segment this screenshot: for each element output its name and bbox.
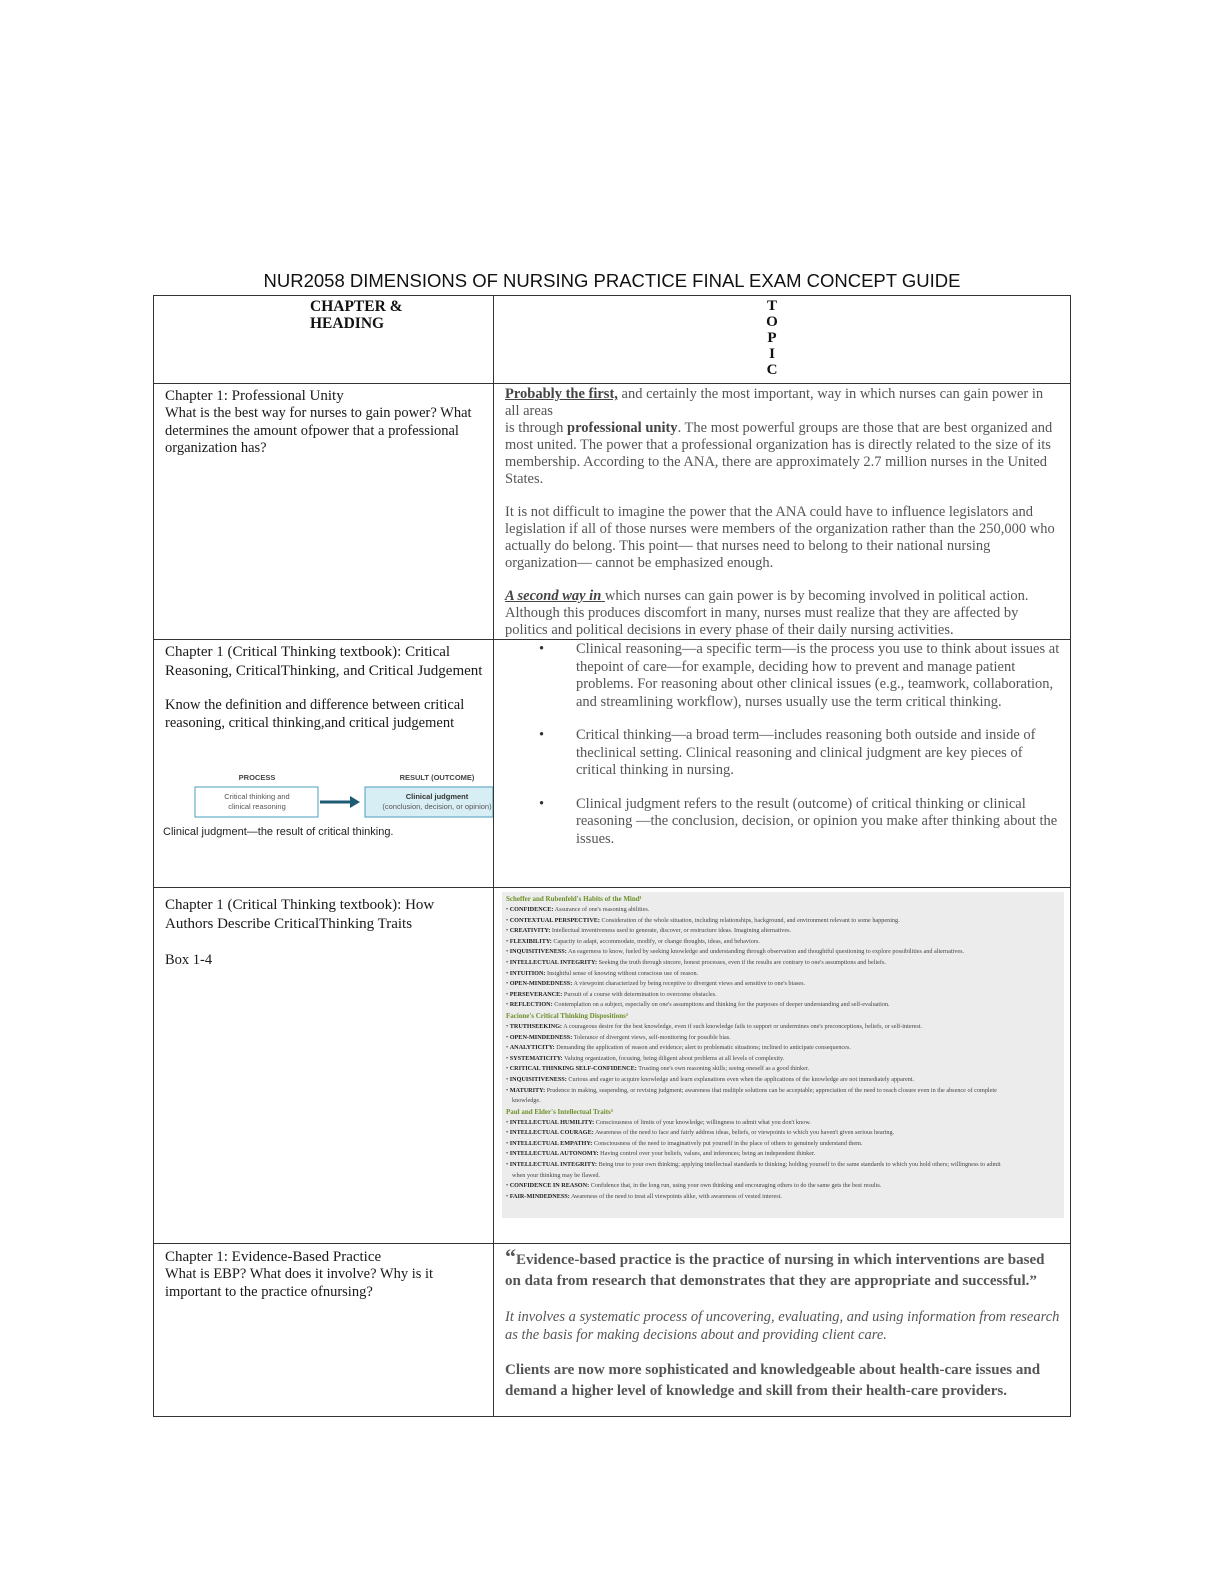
trait-item	[506, 1171, 1060, 1182]
list-item	[505, 641, 1060, 711]
trait-desc: Prudence in making, suspending, or revising judgment; awareness that multiple solutions can be acceptable; appreciation of the need to reach closure even in the absence of complete	[545, 1086, 997, 1094]
spacer	[505, 488, 1060, 504]
topic-paragraph-3	[505, 588, 1060, 639]
concept-guide-table	[153, 295, 1071, 1417]
trait-term: CONFIDENCE IN REASON:	[509, 1182, 590, 1190]
trait-desc: Assurance of one's reasoning abilities.	[553, 906, 650, 913]
trait-term: REFLECTION:	[509, 1001, 553, 1009]
group-heading: Facione's Critical Thinking Dispositions²	[506, 1011, 628, 1020]
result-box-line1: Clinical judgment	[405, 792, 469, 801]
topic-letter: T	[766, 298, 777, 314]
header-chapter-cell	[154, 296, 494, 384]
header-topic-vertical	[494, 296, 1070, 378]
ebp-definition-quote	[505, 1244, 1060, 1292]
trait-term: TRUTHSEEKING:	[509, 1022, 562, 1030]
row4-topic-cell	[494, 1244, 1071, 1417]
trait-item: • CONFIDENCE IN REASON: Confidence that, in the long run, using your own thinking and encouraging others to do the same gets the best results.	[506, 1182, 882, 1190]
list-item	[505, 727, 1060, 780]
list-item	[505, 796, 1060, 849]
topic-letter: I	[769, 346, 775, 362]
traits-box-image	[502, 892, 1064, 1218]
row2-chapter-content	[154, 640, 493, 732]
group-heading: Paul and Elder's Intellectual Traits³	[506, 1107, 613, 1116]
topic-paragraph-2: It is not difficult to imagine the power that the ANA could have to influence legislators and legislation if all of those nurses were members of the organization rather than the 250,000 who actually do belong. This point— that nurses need to belong to their national nursing organization— cannot be emphasized enough.	[505, 504, 1055, 571]
trait-desc: Awareness of the need to treat all viewpoints alike, with awareness of vested interest.	[569, 1192, 782, 1200]
trait-item: • INTELLECTUAL AUTONOMY: Having control over your beliefs, values, and inferences; being an independent thinker.	[506, 1150, 816, 1158]
trait-desc: Confidence that, in the long run, using your own thinking and encouraging others to do the same gets the best results.	[589, 1182, 882, 1190]
diagram-caption: Clinical judgment—the result of critical thinking.	[163, 826, 394, 838]
trait-desc: Being true to your own thinking; applying intellectual standards to thinking; holding yourself to the same standards to which you hold others; willingness to admit	[597, 1161, 1001, 1169]
row2-topic-content	[494, 640, 1070, 848]
trait-item	[506, 1096, 1060, 1107]
row2-topic-cell	[494, 640, 1071, 888]
topic-paragraph-1b	[505, 420, 1060, 488]
trait-term: INTELLECTUAL HUMILITY:	[509, 1118, 595, 1126]
row1-topic-cell	[494, 384, 1071, 640]
trait-desc: Contemplation on a subject, especially on one's assumptions and thinking for the purposes of deeper understanding and self-evaluation.	[552, 1001, 890, 1009]
trait-desc: Capacity to adapt, accommodate, modify, or change thoughts, ideas, and behaviors.	[551, 937, 760, 945]
list-item-text: Clinical judgment refers to the result (outcome) of critical thinking or clinical reasoning —the conclusion, decision, or opinion you make after thinking about the issues.	[576, 795, 1058, 847]
trait-desc: Consciousness of limits of your knowledge; willingness to admit what you don't know.	[594, 1118, 811, 1126]
trait-term: CONTEXTUAL PERSPECTIVE:	[509, 916, 600, 924]
trait-desc: Pursuit of a course with determination to overcome obstacles.	[562, 990, 717, 998]
trait-term: CRITICAL THINKING SELF-CONFIDENCE:	[509, 1065, 637, 1073]
lead-phrase: A second way in	[505, 588, 605, 604]
trait-term: INTUITION:	[509, 969, 546, 977]
trait-term: INTELLECTUAL EMPATHY:	[509, 1139, 593, 1147]
row1-chapter-content	[154, 384, 493, 458]
trait-item: • MATURITY: Prudence in making, suspending, or revising judgment; awareness that multiple solutions can be acceptable; appreciation of the need to reach closure even in the absence of complete	[506, 1086, 997, 1094]
trait-desc: An eagerness to know, fueled by seeking knowledge and understanding through observation and thoughtful questioning to explore possibilities and alternatives.	[566, 948, 965, 956]
trait-desc: Consideration of the whole situation, including relationships, background, and environment relevant to some happening.	[599, 916, 900, 924]
trait-term: PERSEVERANCE:	[509, 990, 563, 998]
trait-desc: Awareness of the need to face and fairly address ideas, beliefs, or viewpoints to which you haven't given serious hearing.	[593, 1129, 895, 1137]
row2-chapter-cell	[154, 640, 494, 888]
chapter-title: Chapter 1: Evidence-Based Practice	[165, 1249, 382, 1265]
bullet-icon: •	[539, 795, 545, 812]
trait-desc: when your thinking may be flawed.	[512, 1171, 600, 1179]
process-result-diagram	[154, 774, 493, 844]
trait-desc: Valuing organization, focusing, being diligent about problems at all levels of complexity.	[562, 1054, 785, 1062]
trait-term: INQUISITIVENESS:	[509, 948, 567, 956]
trait-desc: Curious and eager to acquire knowledge and learn explanations even when the applications of the knowledge are not immediately apparent.	[566, 1075, 915, 1083]
trait-item: • INTELLECTUAL COURAGE: Awareness of the need to face and fairly address ideas, beliefs, or viewpoints to which you haven't given serious hearing.	[506, 1129, 895, 1137]
trait-desc: Tolerance of divergent views, self-monitoring for possible bias.	[572, 1033, 731, 1041]
trait-desc: A courageous desire for the best knowledge, even if such knowledge fails to support or undermines one's preconceptions, beliefs, or self-interest.	[561, 1022, 923, 1030]
trait-term: INQUISITIVENESS:	[509, 1075, 567, 1083]
group-heading: Scheffer and Rubenfeld's Habits of the Mind¹	[506, 895, 642, 903]
row4-topic-content	[494, 1244, 1070, 1402]
trait-term: ANALYTICITY:	[509, 1044, 555, 1052]
trait-item: • REFLECTION: Contemplation on a subject, especially on one's assumptions and thinking for the purposes of deeper understanding and self-evaluation.	[506, 1001, 890, 1009]
trait-desc: Trusting one's own reasoning skills; seeing oneself as a good thinker.	[636, 1065, 810, 1073]
result-box-line2: (conclusion, decision, or opinion)	[382, 802, 492, 811]
row-evidence-based-practice	[154, 1244, 1071, 1417]
trait-item: • CRITICAL THINKING SELF-CONFIDENCE: Trusting one's own reasoning skills; seeing oneself as a good thinker.	[506, 1065, 810, 1073]
header-chapter-line2: HEADING	[310, 315, 385, 332]
chapter-question: What is the best way for nurses to gain power? What determines the amount ofpower that a professional organization has?	[165, 405, 472, 456]
lead-phrase: Probably the first,	[505, 386, 618, 402]
trait-term: FAIR-MINDEDNESS:	[509, 1192, 570, 1200]
bullet-icon: •	[539, 641, 545, 657]
trait-term: FLEXIBILITY:	[509, 937, 552, 945]
trait-item: • INQUISITIVENESS: Curious and eager to acquire knowledge and learn explanations even when the applications of the knowledge are not immediately apparent.	[506, 1075, 915, 1083]
trait-item: • TRUTHSEEKING: A courageous desire for the best knowledge, even if such knowledge fails to support or undermines one's preconceptions, beliefs, or self-interest.	[506, 1022, 923, 1030]
trait-item: • SYSTEMATICITY: Valuing organization, focusing, being diligent about problems at all levels of complexity.	[506, 1054, 785, 1062]
process-box-line2: clinical reasoning	[228, 802, 286, 811]
trait-term: INTELLECTUAL INTEGRITY:	[509, 1161, 598, 1169]
trait-item: • CREATIVITY: Intellectual inventiveness used to generate, discover, or restructure ideas. Imagining alternatives.	[506, 927, 792, 935]
trait-desc: Consciousness of the need to imaginatively put yourself in the place of others to genuinely understand them.	[592, 1139, 863, 1147]
trait-term: MATURITY:	[509, 1086, 546, 1094]
trait-term: INTELLECTUAL AUTONOMY:	[509, 1150, 599, 1158]
text-run: is through	[505, 420, 568, 436]
quote-mark: “	[505, 1244, 516, 1269]
process-label: PROCESS	[238, 774, 276, 782]
header-chapter-line1: CHAPTER &	[310, 298, 403, 315]
topic-letter: O	[766, 314, 778, 330]
chapter-title: Chapter 1 (Critical Thinking textbook): How Authors Describe CriticalThinking Traits	[165, 897, 435, 932]
trait-item: • INTUITION: Insightful sense of knowing without conscious use of reason.	[506, 969, 699, 977]
spacer	[505, 572, 1060, 588]
clinical-judgment-diagram	[154, 774, 493, 844]
trait-item: • CONFIDENCE: Assurance of one's reasoning abilities.	[506, 906, 650, 913]
ebp-importance-text: Clients are now more sophisticated and knowledgeable about health-care issues and demand a higher level of knowledge and skill from their health-care providers.	[505, 1362, 1041, 1399]
table-header-row	[154, 296, 1071, 384]
trait-desc: Demanding the application of reason and evidence; alert to problematic situations; inclined to anticipate consequences.	[554, 1044, 851, 1052]
row3-chapter-content	[154, 888, 493, 970]
box-reference: Box 1-4	[165, 952, 213, 968]
ebp-process-text: It involves a systematic process of uncovering, evaluating, and using information from research as the basis for making decisions about and providing client care.	[505, 1309, 1060, 1343]
row3-topic-cell	[494, 888, 1071, 1244]
row-critical-thinking-traits	[154, 888, 1071, 1244]
list-item-text: Clinical reasoning—a specific term—is the process you use to think about issues at thepoint of care—for example, deciding how to prevent and manage patient problems. For reasoning about other clinical issues (e.g., teamwork, collaboration, and streamlining workflow), nurses usually use the term critical thinking.	[576, 641, 1060, 710]
topic-paragraph-1	[505, 386, 1060, 420]
spacer	[165, 681, 483, 697]
trait-item: • INTELLECTUAL EMPATHY: Consciousness of the need to imaginatively put yourself in the place of others to genuinely understand them.	[506, 1139, 863, 1147]
trait-item: • FLEXIBILITY: Capacity to adapt, accommodate, modify, or change thoughts, ideas, and behaviors.	[506, 937, 760, 945]
trait-item: • INTELLECTUAL INTEGRITY: Seeking the truth through sincere, honest processes, even if the results are contrary to one's assumptions and beliefs.	[506, 958, 886, 966]
trait-item: • INQUISITIVENESS: An eagerness to know, fueled by seeking knowledge and understanding through observation and thoughtful questioning to explore possibilities and alternatives.	[506, 948, 965, 956]
header-topic-cell	[494, 296, 1071, 384]
definitions-list	[505, 641, 1060, 848]
text-run: . The most powerful groups are those that are best organized and most united. The power that a professional organization has is directly related to the size of its membership. According to the ANA, there are approximately 2.7 million nurses in the United States.	[505, 420, 1053, 487]
chapter-title: Chapter 1 (Critical Thinking textbook): Critical Reasoning, CriticalThinking, and Critical Judgement	[165, 644, 483, 679]
trait-item: • ANALYTICITY: Demanding the application of reason and evidence; alert to problematic situations; inclined to anticipate consequences.	[506, 1044, 851, 1052]
row1-topic-content	[494, 384, 1070, 639]
trait-item: • INTELLECTUAL INTEGRITY: Being true to your own thinking; applying intellectual standards to thinking; holding yourself to the same standards to which you hold others; willingness to admit	[506, 1161, 1001, 1169]
trait-term: OPEN-MINDEDNESS:	[509, 980, 573, 988]
trait-term: CREATIVITY:	[509, 927, 551, 935]
row4-chapter-cell	[154, 1244, 494, 1417]
trait-item: • OPEN-MINDEDNESS: Tolerance of divergent views, self-monitoring for possible bias.	[506, 1033, 731, 1041]
trait-term: OPEN-MINDEDNESS:	[509, 1033, 573, 1041]
trait-item: • PERSEVERANCE: Pursuit of a course with determination to overcome obstacles.	[506, 990, 717, 998]
trait-desc: Insightful sense of knowing without conscious use of reason.	[545, 969, 699, 977]
trait-item: • CONTEXTUAL PERSPECTIVE: Consideration of the whole situation, including relationships, background, and environment relevant to some happening.	[506, 916, 900, 924]
text-run: which nurses can gain power is by becoming involved in political action. Although this produces discomfort in many, nurses must realize that they are affected by politics and political decisions in every phase of their daily nursing activities.	[505, 588, 1029, 638]
trait-term: INTELLECTUAL INTEGRITY:	[509, 958, 598, 966]
trait-term: CONFIDENCE:	[509, 906, 554, 913]
trait-desc: A viewpoint characterized by being receptive to divergent views and sensitive to one's biases.	[572, 980, 806, 988]
trait-item: • INTELLECTUAL HUMILITY: Consciousness of limits of your knowledge; willingness to admit what you don't know.	[506, 1118, 811, 1126]
topic-letter: C	[766, 362, 778, 378]
chapter-question: What is EBP? What does it involve? Why is it important to the practice ofnursing?	[165, 1266, 434, 1300]
topic-letter: P	[767, 330, 777, 346]
row-critical-reasoning	[154, 640, 1071, 888]
trait-desc: knowledge.	[512, 1097, 541, 1105]
process-box-line1: Critical thinking and	[224, 792, 290, 801]
row3-chapter-cell	[154, 888, 494, 1244]
trait-desc: Intellectual inventiveness used to generate, discover, or restructure ideas. Imagining alternatives.	[550, 927, 792, 935]
spacer	[165, 934, 483, 952]
text-run: and certainly the most important, way in which nurses can gain power in all areas	[505, 386, 1044, 419]
chapter-note: Know the definition and difference between critical reasoning, critical thinking,and critical judgement	[165, 697, 465, 731]
bullet-icon: •	[539, 727, 545, 743]
trait-term: SYSTEMATICITY:	[509, 1054, 563, 1062]
chapter-title: Chapter 1: Professional Unity	[165, 388, 344, 404]
row-professional-unity	[154, 384, 1071, 640]
trait-desc: Seeking the truth through sincere, honest processes, even if the results are contrary to one's assumptions and beliefs.	[597, 958, 886, 966]
header-chapter-heading	[154, 296, 493, 332]
result-label: RESULT (OUTCOME)	[399, 774, 475, 782]
arrow-icon	[350, 796, 360, 808]
list-item-text: Critical thinking—a broad term—includes reasoning both outside and inside of theclinical setting. Clinical reasoning and clinical judgment are key pieces of critical thinking in nursing.	[576, 727, 1036, 778]
row4-chapter-content	[154, 1244, 493, 1301]
trait-desc: Having control over your beliefs, values, and inferences; being an independent thinker.	[598, 1150, 816, 1158]
trait-term: INTELLECTUAL COURAGE:	[509, 1129, 594, 1137]
trait-item: • OPEN-MINDEDNESS: A viewpoint characterized by being receptive to divergent views and sensitive to one's biases.	[506, 980, 806, 988]
document-title: NUR2058 DIMENSIONS OF NURSING PRACTICE FINAL EXAM CONCEPT GUIDE	[263, 270, 961, 291]
trait-item: • FAIR-MINDEDNESS: Awareness of the need to treat all viewpoints alike, with awareness of vested interest.	[506, 1192, 782, 1200]
bold-term: professional unity	[567, 420, 678, 436]
row1-chapter-cell	[154, 384, 494, 640]
quote-text: Evidence-based practice is the practice of nursing in which interventions are based on data from research that demonstrates that they are appropriate and successful.”	[505, 1252, 1045, 1289]
